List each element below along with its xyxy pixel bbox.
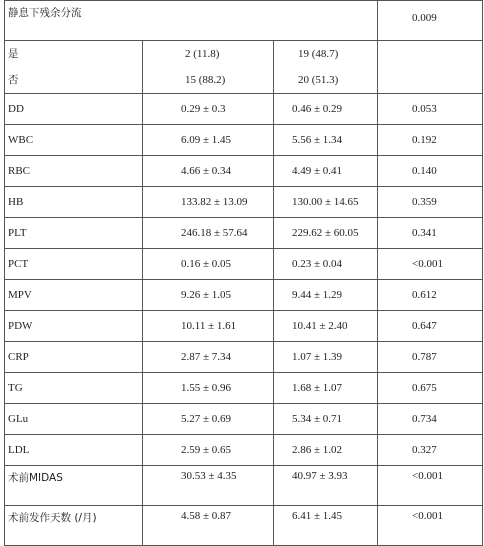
group1-value: 1.55 ± 0.96 — [143, 373, 274, 404]
p-value: 0.192 — [378, 125, 483, 156]
group1-no: 15 (88.2) — [185, 74, 226, 86]
table-row — [5, 435, 483, 466]
table-row — [5, 404, 483, 435]
group2-value: 1.68 ± 1.07 — [274, 373, 378, 404]
p-value — [378, 41, 483, 94]
group1-value: 4.58 ± 0.87 — [143, 506, 274, 546]
group1-value: 10.11 ± 1.61 — [143, 311, 274, 342]
p-value: <0.001 — [378, 249, 483, 280]
group2-value: 229.62 ± 60.05 — [274, 218, 378, 249]
p-value: 0.359 — [378, 187, 483, 218]
group2-value: 6.41 ± 1.45 — [274, 506, 378, 546]
p-value: 0.140 — [378, 156, 483, 187]
p-value: 0.647 — [378, 311, 483, 342]
group2-value: 0.23 ± 0.04 — [274, 249, 378, 280]
row-label: PCT — [5, 249, 143, 280]
group2-value: 10.41 ± 2.40 — [274, 311, 378, 342]
group2-value: 9.44 ± 1.29 — [274, 280, 378, 311]
table-row — [5, 187, 483, 218]
row-label: PDW — [5, 311, 143, 342]
row-label: GLu — [5, 404, 143, 435]
row-label: TG — [5, 373, 143, 404]
table-row — [5, 466, 483, 506]
table-row — [5, 218, 483, 249]
data-table — [4, 0, 483, 546]
group1-value — [143, 41, 274, 94]
row-label: 术前发作天数 (/月) — [5, 506, 143, 546]
group2-value: 0.46 ± 0.29 — [274, 94, 378, 125]
row-label: PLT — [5, 218, 143, 249]
row-label: 静息下残余分流 — [5, 1, 378, 41]
row-label — [5, 41, 143, 94]
group1-value: 6.09 ± 1.45 — [143, 125, 274, 156]
p-value: 0.787 — [378, 342, 483, 373]
group2-value: 4.49 ± 0.41 — [274, 156, 378, 187]
group2-value: 5.56 ± 1.34 — [274, 125, 378, 156]
p-value: 0.327 — [378, 435, 483, 466]
group1-value: 9.26 ± 1.05 — [143, 280, 274, 311]
group2-value: 130.00 ± 14.65 — [274, 187, 378, 218]
row-label: DD — [5, 94, 143, 125]
table-row — [5, 156, 483, 187]
table-row — [5, 342, 483, 373]
group2-value — [274, 41, 378, 94]
row-label: WBC — [5, 125, 143, 156]
row-label: CRP — [5, 342, 143, 373]
row-label: LDL — [5, 435, 143, 466]
group2-value: 2.86 ± 1.02 — [274, 435, 378, 466]
group1-value: 133.82 ± 13.09 — [143, 187, 274, 218]
group1-value: 0.29 ± 0.3 — [143, 94, 274, 125]
p-value: 0.734 — [378, 404, 483, 435]
table-row — [5, 41, 483, 94]
group1-value: 2.87 ± 7.34 — [143, 342, 274, 373]
group1-yes: 2 (11.8) — [185, 48, 220, 60]
row-label: RBC — [5, 156, 143, 187]
p-value: 0.009 — [378, 1, 483, 41]
group1-value: 4.66 ± 0.34 — [143, 156, 274, 187]
row-label: HB — [5, 187, 143, 218]
group2-no: 20 (51.3) — [298, 74, 339, 86]
table-row — [5, 249, 483, 280]
group2-yes: 19 (48.7) — [298, 48, 339, 60]
p-value: 0.612 — [378, 280, 483, 311]
p-value: <0.001 — [378, 466, 483, 506]
category-label-no: 否 — [8, 74, 19, 86]
p-value: 0.053 — [378, 94, 483, 125]
table-row — [5, 125, 483, 156]
row-label: 术前MIDAS — [5, 466, 143, 506]
table-row — [5, 311, 483, 342]
table-row — [5, 373, 483, 404]
table-row — [5, 506, 483, 546]
group2-value: 1.07 ± 1.39 — [274, 342, 378, 373]
table-row — [5, 1, 483, 41]
row-label: MPV — [5, 280, 143, 311]
p-value: 0.675 — [378, 373, 483, 404]
p-value: 0.341 — [378, 218, 483, 249]
group1-value: 2.59 ± 0.65 — [143, 435, 274, 466]
category-label-yes: 是 — [8, 48, 19, 60]
group2-value: 5.34 ± 0.71 — [274, 404, 378, 435]
group1-value: 246.18 ± 57.64 — [143, 218, 274, 249]
p-value: <0.001 — [378, 506, 483, 546]
group1-value: 30.53 ± 4.35 — [143, 466, 274, 506]
group1-value: 0.16 ± 0.05 — [143, 249, 274, 280]
table-row — [5, 94, 483, 125]
group1-value: 5.27 ± 0.69 — [143, 404, 274, 435]
group2-value: 40.97 ± 3.93 — [274, 466, 378, 506]
table-row — [5, 280, 483, 311]
